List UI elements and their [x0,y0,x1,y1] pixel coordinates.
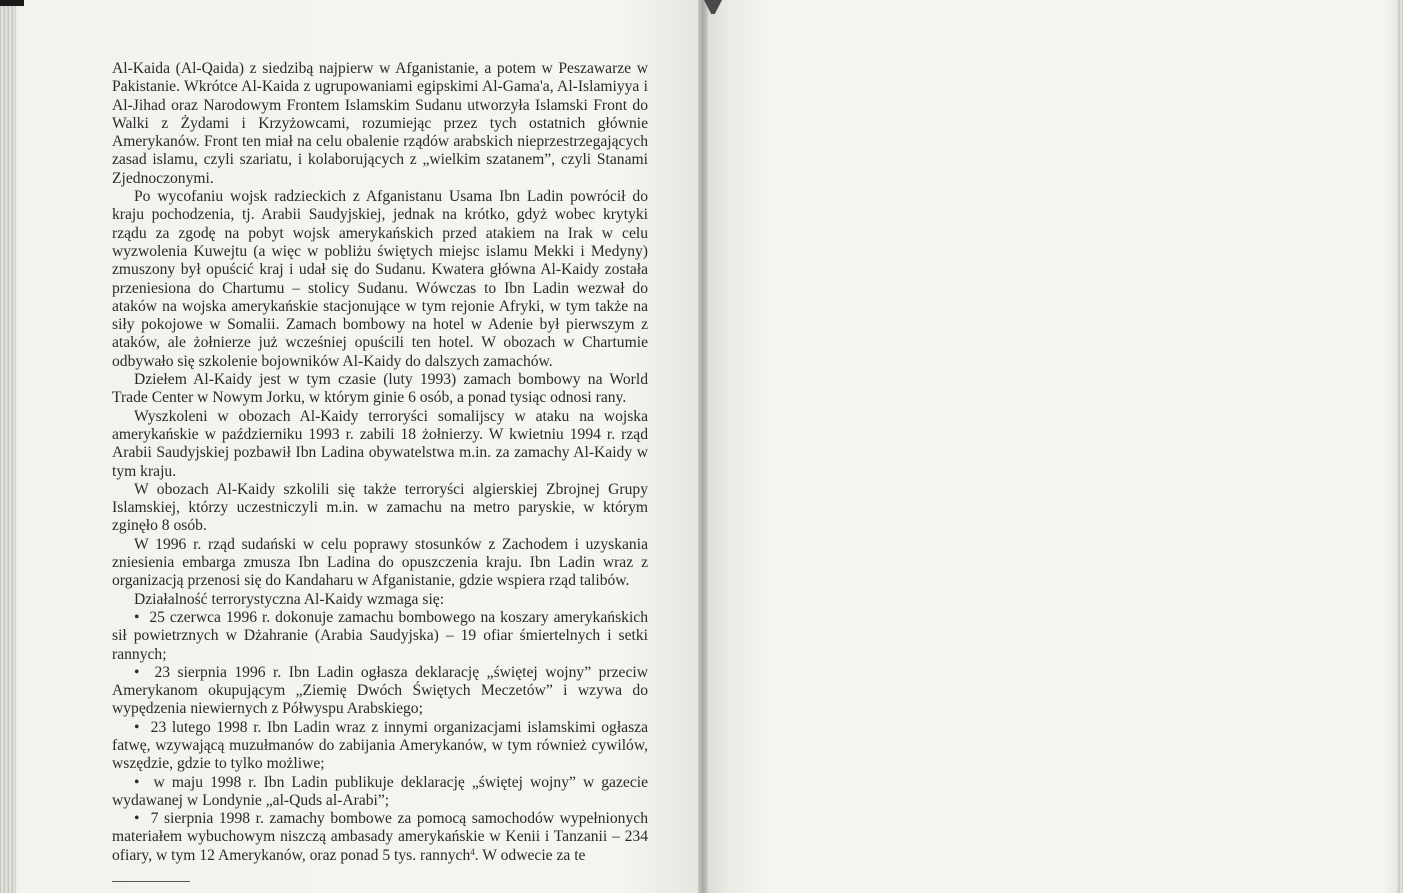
scan-corner-mark [0,0,24,6]
footnote-rule [112,881,190,882]
paragraph [112,408,648,481]
footnote-ref: 4 [470,846,475,857]
paragraph-text: w maju 1998 r. Ibn Ladin publikuje deklarację „świętej wojny” w gazecie wydawanej w Londynie „al-Quds al-Arabi”; [112,773,648,809]
paragraph-text: W obozach Al-Kaidy szkolili się także terroryści algierskiej Zbrojnej Grupy Islamskiej, którzy uczestniczyli m.in. w zamachu na metro paryskie, w którym zginęło 8 osób. [112,480,648,535]
bullet-item [112,774,648,811]
paragraph [112,481,648,536]
paragraph-text: Działalność terrorystyczna Al-Kaidy wzmaga się: [134,590,445,608]
paragraph-text: Wyszkoleni w obozach Al-Kaidy terroryści somalijscy w ataku na wojska amerykańskie w październiku 1993 r. zabili 18 żołnierzy. W kwietniu 1994 r. rząd Arabii Saudyjskiej pozbawił Ibn Ladina obywatelstwa m.in. za zamachy Al-Kaidy w tym kraju. [112,407,648,480]
paragraph-text: 25 czerwca 1996 r. dokonuje zamachu bombowego na koszary amerykańskich sił powietrznych w Dżahranie (Arabia Saudyjska) – 19 ofiar śmiertelnych i setki rannych; [112,608,648,663]
paragraph-text: Po wycofaniu wojsk radzieckich z Afganistanu Usama Ibn Ladin powrócił do kraju pochodzenia, tj. Arabii Saudyjskiej, jednak na krótko, gdyż wobec krytyki rządu za zgodę na pobyt wojsk amerykańskich przed atakiem na Irak w celu wyzwolenia Kuwejtu (a więc w pobliżu świętych miejsc islamu Mekki i Medyny) zmuszony był opuścić kraj i udał się do Sudanu. Kwatera główna Al-Kaidy została przeniesiona do Chartumu – stolicy Sudanu. Wówczas to Ibn Ladin wezwał do ataków na wojska amerykańskie stacjonujące w tym rejonie Afryki, w tym także na siły pokojowe w Somalii. Zamach bombowy na hotel w Adenie był pierwszym z ataków, ale żołnierze już wcześniej opuścili ten hotel. W obozach w Chartumie odbywało się szkolenie bojowników Al-Kaidy do dalszych zamachów. [112,188,648,370]
bullet-item [112,609,648,664]
bullet-item [112,810,648,865]
paragraph-text: 23 lutego 1998 r. Ibn Ladin wraz z innymi organizacjami islamskimi ogłasza fatwę, wzywającą muzułmanów do zabijania Amerykanów, w tym również cywilów, wszędzie, gdzie to tylko możliwe; [112,718,648,773]
paragraph [112,188,648,371]
bullet-item [112,719,648,774]
paragraph [112,591,648,609]
paragraph-text: 7 sierpnia 1998 r. zamachy bombowe za pomocą samochodów wypełnionych materiałem wybuchowym niszczą ambasady amerykańskie w Kenii i Tanzanii – 234 ofiary, w tym 12 Amerykanów, oraz ponad 5 tys. rannych [112,810,648,864]
paragraph [112,60,648,188]
paragraph [112,371,648,408]
paragraph-text: Al-Kaida (Al-Qaida) z siedzibą najpierw w Afganistanie, a potem w Peszawarze w Pakistanie. Wkrótce Al-Kaida z ugrupowaniami egipskimi Al-Gama'a, Al-Islamiyya i Al-Jihad oraz Narodowym Frontem Islamskim Sudanu utworzyła Islamski Front do Walki z Żydami i Krzyżowcami, rozumiejąc przez tych ostatnich głównie Amerykanów. Front ten miał na celu obalenie rządów arabskich nieprzestrzegających zasad islamu, czyli szariatu, i kolaborujących z „wielkim szatanem”, czyli Stanami Zjednoczonymi. [112,60,648,187]
paragraph-text: 23 sierpnia 1996 r. Ibn Ladin ogłasza deklarację „świętej wojny” przeciw Amerykanom okupującym „Ziemię Dwóch Świętych Meczetów” i wzywa do wypędzenia niewiernych z Półwyspu Arabskiego; [112,663,648,718]
paragraph-text: . W odwecie za te [474,846,586,864]
book-spine [698,0,708,893]
page-edge [1397,0,1403,893]
page-edge [0,0,16,893]
paragraph [112,536,648,591]
right-page [702,0,1403,893]
bullet-item [112,664,648,719]
paragraph-text: W 1996 r. rząd sudański w celu poprawy stosunków z Zachodem i uzyskania zniesienia embarga zmusza Ibn Ladina do opuszczenia kraju. Ibn Ladin wraz z organizacją przenosi się do Kandaharu w Afganistanie, gdzie wspiera rząd talibów. [112,535,648,590]
left-page-text [112,60,648,865]
paragraph-text: Dziełem Al-Kaidy jest w tym czasie (luty 1993) zamach bombowy na World Trade Center w Nowym Jorku, w którym ginie 6 osób, a ponad tysiąc odnosi rany. [112,371,648,407]
